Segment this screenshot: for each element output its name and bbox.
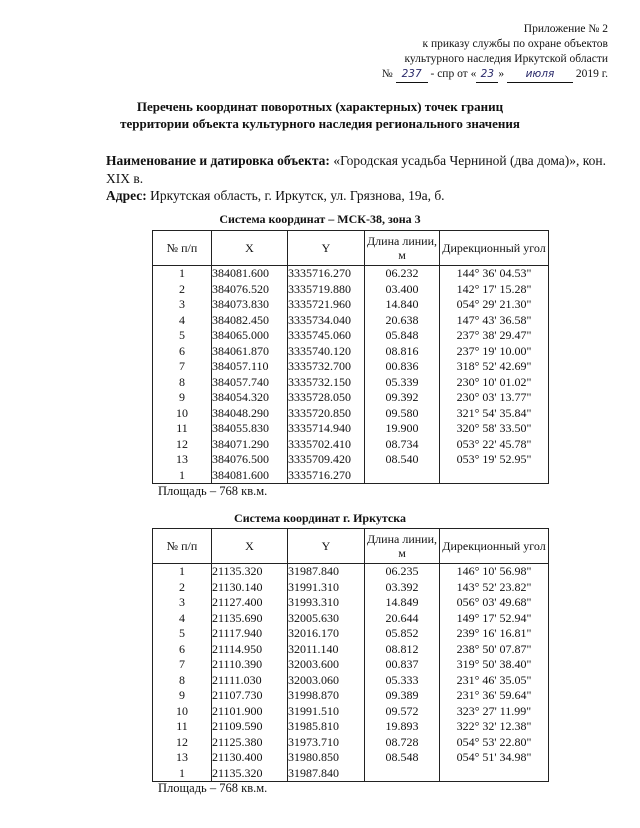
col-header-x: X bbox=[212, 529, 288, 564]
cell-value: 5 bbox=[179, 328, 185, 342]
cell-value: 323° 27' 11.99" bbox=[456, 703, 532, 718]
y-coordinate-column bbox=[288, 564, 365, 782]
cell-value: 21135.320 bbox=[212, 564, 263, 578]
cell-value: 384054.320 bbox=[212, 390, 269, 404]
system1-table bbox=[152, 230, 549, 484]
cell-value: 32003.600 bbox=[288, 657, 339, 671]
direction-angle-column bbox=[440, 266, 549, 484]
cell-value: 053° 22' 45.78" bbox=[456, 436, 532, 451]
system2-table bbox=[152, 528, 549, 782]
cell-value: 1 bbox=[179, 765, 185, 780]
cell-value: 05.848 bbox=[385, 328, 419, 342]
cell-value: 384048.290 bbox=[212, 405, 269, 420]
cell-value: 320° 58' 33.50" bbox=[456, 421, 532, 435]
cell-value: 054° 53' 22.80" bbox=[456, 734, 532, 749]
point-number-column bbox=[153, 564, 212, 782]
cell-value: 1 bbox=[179, 266, 185, 280]
table-body-row bbox=[153, 564, 549, 782]
cell-value: 21109.590 bbox=[212, 719, 263, 733]
x-coordinate-column bbox=[212, 564, 288, 782]
cell-value: 9 bbox=[179, 390, 185, 404]
cell-value: 384065.000 bbox=[212, 328, 269, 342]
cell-value: 239° 16' 16.81" bbox=[456, 626, 532, 640]
cell-value: 1 bbox=[179, 564, 185, 578]
cell-value: 322° 32' 12.38" bbox=[456, 719, 532, 733]
cell-value: 21114.950 bbox=[212, 641, 263, 656]
cell-value: 19.893 bbox=[385, 719, 419, 733]
cell-value: 6 bbox=[179, 641, 185, 656]
cell-value: 231° 46' 35.05" bbox=[456, 672, 532, 687]
cell-value: 3335745.060 bbox=[288, 328, 351, 342]
cell-value: 384061.870 bbox=[212, 343, 269, 358]
cell-value: 13 bbox=[176, 452, 188, 466]
cell-value: 08.540 bbox=[385, 452, 419, 466]
cell-value: 9 bbox=[179, 688, 185, 702]
cell-value: 32003.060 bbox=[288, 672, 339, 687]
col-header-y: Y bbox=[288, 529, 365, 564]
cell-value: 31973.710 bbox=[288, 734, 339, 749]
col-header-num: № п/п bbox=[153, 231, 212, 266]
cell-value: 21130.400 bbox=[212, 750, 263, 764]
cell-value: 318° 52' 42.69" bbox=[456, 359, 532, 373]
direction-angle-column bbox=[440, 564, 549, 782]
cell-value: 7 bbox=[179, 359, 185, 373]
cell-value: 31987.840 bbox=[288, 564, 339, 578]
cell-value: 3335734.040 bbox=[288, 312, 351, 327]
cell-value: 4 bbox=[179, 610, 185, 625]
cell-value: 384057.110 bbox=[212, 359, 269, 373]
document-title: Перечень координат поворотных (характерных) точек границ территории объекта культурного наследия регионального значения bbox=[120, 99, 520, 131]
cell-value: 3335740.120 bbox=[288, 343, 351, 358]
line-length-column bbox=[365, 564, 440, 782]
cell-value: 31985.810 bbox=[288, 719, 339, 733]
cell-value: 321° 54' 35.84" bbox=[456, 405, 532, 420]
line-length-column bbox=[365, 266, 440, 484]
cell-value: 08.812 bbox=[385, 641, 419, 656]
system1-title: Система координат – МСК-38, зона 3 bbox=[219, 212, 421, 226]
cell-value: 03.392 bbox=[385, 579, 419, 594]
cell-value: 8 bbox=[179, 672, 185, 687]
cell-value: 142° 17' 15.28" bbox=[456, 281, 532, 296]
col-header-length: Длина линии, м bbox=[365, 231, 440, 266]
cell-value: 08.728 bbox=[385, 734, 419, 749]
cell-value: 10 bbox=[176, 703, 188, 718]
cell-value: 21125.380 bbox=[212, 734, 263, 749]
cell-value: 4 bbox=[179, 312, 185, 327]
cell-value: 2 bbox=[179, 281, 185, 296]
cell-value: 3 bbox=[179, 297, 185, 311]
table-header-row bbox=[153, 529, 549, 564]
cell-value: 21111.030 bbox=[212, 672, 262, 687]
point-number-column bbox=[153, 266, 212, 484]
col-header-direction: Дирекционный угол bbox=[440, 231, 549, 266]
cell-value: 230° 03' 13.77" bbox=[456, 390, 532, 404]
cell-value: 05.339 bbox=[385, 374, 419, 389]
cell-value: 31980.850 bbox=[288, 750, 339, 764]
cell-value: 3335702.410 bbox=[288, 436, 351, 451]
cell-value: 7 bbox=[179, 657, 185, 671]
col-header-num: № п/п bbox=[153, 529, 212, 564]
cell-value: 05.333 bbox=[385, 672, 419, 687]
cell-value: 31991.310 bbox=[288, 579, 339, 594]
table-body-row bbox=[153, 266, 549, 484]
cell-value: 319° 50' 38.40" bbox=[456, 657, 532, 671]
cell-value: 237° 19' 10.00" bbox=[456, 343, 532, 358]
cell-value: 11 bbox=[176, 421, 188, 435]
cell-value: 384055.830 bbox=[212, 421, 269, 435]
cell-value: 10 bbox=[176, 405, 188, 420]
col-header-y: Y bbox=[288, 231, 365, 266]
cell-value: 11 bbox=[176, 719, 188, 733]
cell-value: 3335719.880 bbox=[288, 281, 351, 296]
cell-value: 12 bbox=[176, 436, 188, 451]
object-name: Наименование и датировка объекта: «Городская усадьба Черниной (два дома)», кон. XIX в. bbox=[106, 153, 606, 186]
appendix-header bbox=[382, 22, 608, 83]
cell-value: 1 bbox=[179, 467, 185, 482]
cell-value: 21135.690 bbox=[212, 610, 263, 625]
cell-value: 09.389 bbox=[385, 688, 419, 702]
cell-value: 8 bbox=[179, 374, 185, 389]
object-address: Адрес: Иркутская область, г. Иркутск, ул. Грязнова, 19а, б. bbox=[106, 188, 445, 203]
cell-value: 14.840 bbox=[385, 297, 419, 311]
cell-value: 21127.400 bbox=[212, 595, 263, 609]
order-month-handwritten: июля bbox=[507, 67, 573, 83]
cell-value: 3335709.420 bbox=[288, 452, 351, 466]
cell-value: 05.852 bbox=[385, 626, 419, 640]
cell-value: 230° 10' 01.02" bbox=[456, 374, 532, 389]
system2-title: Система координат г. Иркутска bbox=[234, 511, 406, 525]
cell-value: 3335716.270 bbox=[288, 266, 351, 280]
cell-value: 384081.600 bbox=[212, 467, 269, 482]
cell-value: 21130.140 bbox=[212, 579, 263, 594]
order-number-line: № 237 - спр от « 23 » июля 2019 г. bbox=[382, 67, 608, 83]
cell-value: 146° 10' 56.98" bbox=[456, 564, 532, 578]
system2-area: Площадь – 768 кв.м. bbox=[158, 781, 268, 795]
system1-area: Площадь – 768 кв.м. bbox=[158, 484, 268, 498]
col-header-length: Длина линии, м bbox=[365, 529, 440, 564]
cell-value: 31993.310 bbox=[288, 595, 339, 609]
cell-value: 20.644 bbox=[385, 610, 419, 625]
cell-value: 21110.390 bbox=[212, 657, 263, 671]
cell-value: 3335714.940 bbox=[288, 421, 351, 435]
cell-value: 3335728.050 bbox=[288, 390, 351, 404]
cell-value: 21107.730 bbox=[212, 688, 263, 702]
cell-value: 14.849 bbox=[385, 595, 419, 609]
appendix-number: Приложение № 2 bbox=[523, 23, 608, 35]
cell-value: 31998.870 bbox=[288, 688, 339, 702]
cell-value: 00.836 bbox=[385, 359, 419, 373]
cell-value: 06.235 bbox=[385, 564, 419, 578]
cell-value: 06.232 bbox=[385, 266, 419, 280]
cell-value: 20.638 bbox=[385, 312, 419, 327]
cell-value: 238° 50' 07.87" bbox=[456, 641, 532, 656]
cell-value: 09.580 bbox=[385, 405, 419, 420]
order-day-handwritten: 23 bbox=[476, 67, 498, 83]
cell-value: 384076.500 bbox=[212, 452, 269, 466]
cell-value: 053° 19' 52.95" bbox=[456, 452, 532, 466]
cell-value: 149° 17' 52.94" bbox=[456, 610, 532, 625]
cell-value: 32005.630 bbox=[288, 610, 339, 625]
cell-value: 32011.140 bbox=[288, 641, 339, 656]
x-coordinate-column bbox=[212, 266, 288, 484]
cell-value: 3335732.150 bbox=[288, 374, 351, 389]
cell-value: 054° 51' 34.98" bbox=[456, 750, 532, 764]
cell-value: 6 bbox=[179, 343, 185, 358]
cell-value: 237° 38' 29.47" bbox=[456, 328, 532, 342]
cell-value: 03.400 bbox=[385, 281, 419, 296]
cell-value: 21135.320 bbox=[212, 765, 263, 780]
cell-value: 31987.840 bbox=[288, 765, 339, 780]
cell-value: 3335721.960 bbox=[288, 297, 351, 311]
cell-value: 2 bbox=[179, 579, 185, 594]
col-header-direction: Дирекционный угол bbox=[440, 529, 549, 564]
cell-value: 31991.510 bbox=[288, 703, 339, 718]
cell-value: 384071.290 bbox=[212, 436, 269, 451]
cell-value: 144° 36' 04.53" bbox=[456, 266, 532, 280]
cell-value: 231° 36' 59.64" bbox=[456, 688, 532, 702]
order-number-handwritten: 237 bbox=[396, 67, 428, 83]
cell-value: 3335716.270 bbox=[288, 467, 351, 482]
cell-value: 384057.740 bbox=[212, 374, 269, 389]
cell-value: 384076.520 bbox=[212, 281, 269, 296]
y-coordinate-column bbox=[288, 266, 365, 484]
cell-value: 5 bbox=[179, 626, 185, 640]
cell-value: 143° 52' 23.82" bbox=[456, 579, 532, 594]
col-header-x: X bbox=[212, 231, 288, 266]
cell-value: 21101.900 bbox=[212, 703, 263, 718]
cell-value: 384081.600 bbox=[212, 266, 269, 280]
table-header-row bbox=[153, 231, 549, 266]
cell-value: 12 bbox=[176, 734, 188, 749]
cell-value: 3 bbox=[179, 595, 185, 609]
cell-value: 21117.940 bbox=[212, 626, 263, 640]
cell-value: 08.816 bbox=[385, 343, 419, 358]
appendix-service-line: культурного наследия Иркутской области bbox=[404, 53, 608, 65]
appendix-order-line: к приказу службы по охране объектов bbox=[422, 38, 608, 50]
cell-value: 08.548 bbox=[385, 750, 419, 764]
cell-value: 384073.830 bbox=[212, 297, 269, 311]
cell-value: 384082.450 bbox=[212, 312, 269, 327]
object-info bbox=[106, 152, 606, 205]
cell-value: 13 bbox=[176, 750, 188, 764]
cell-value: 19.900 bbox=[385, 421, 419, 435]
cell-value: 3335732.700 bbox=[288, 359, 351, 373]
cell-value: 09.572 bbox=[385, 703, 419, 718]
cell-value: 08.734 bbox=[385, 436, 419, 451]
cell-value: 00.837 bbox=[385, 657, 419, 671]
cell-value: 3335720.850 bbox=[288, 405, 351, 420]
cell-value: 32016.170 bbox=[288, 626, 339, 640]
cell-value: 147° 43' 36.58" bbox=[456, 312, 532, 327]
cell-value: 09.392 bbox=[385, 390, 419, 404]
cell-value: 054° 29' 21.30" bbox=[456, 297, 532, 311]
cell-value: 056° 03' 49.68" bbox=[456, 595, 532, 609]
